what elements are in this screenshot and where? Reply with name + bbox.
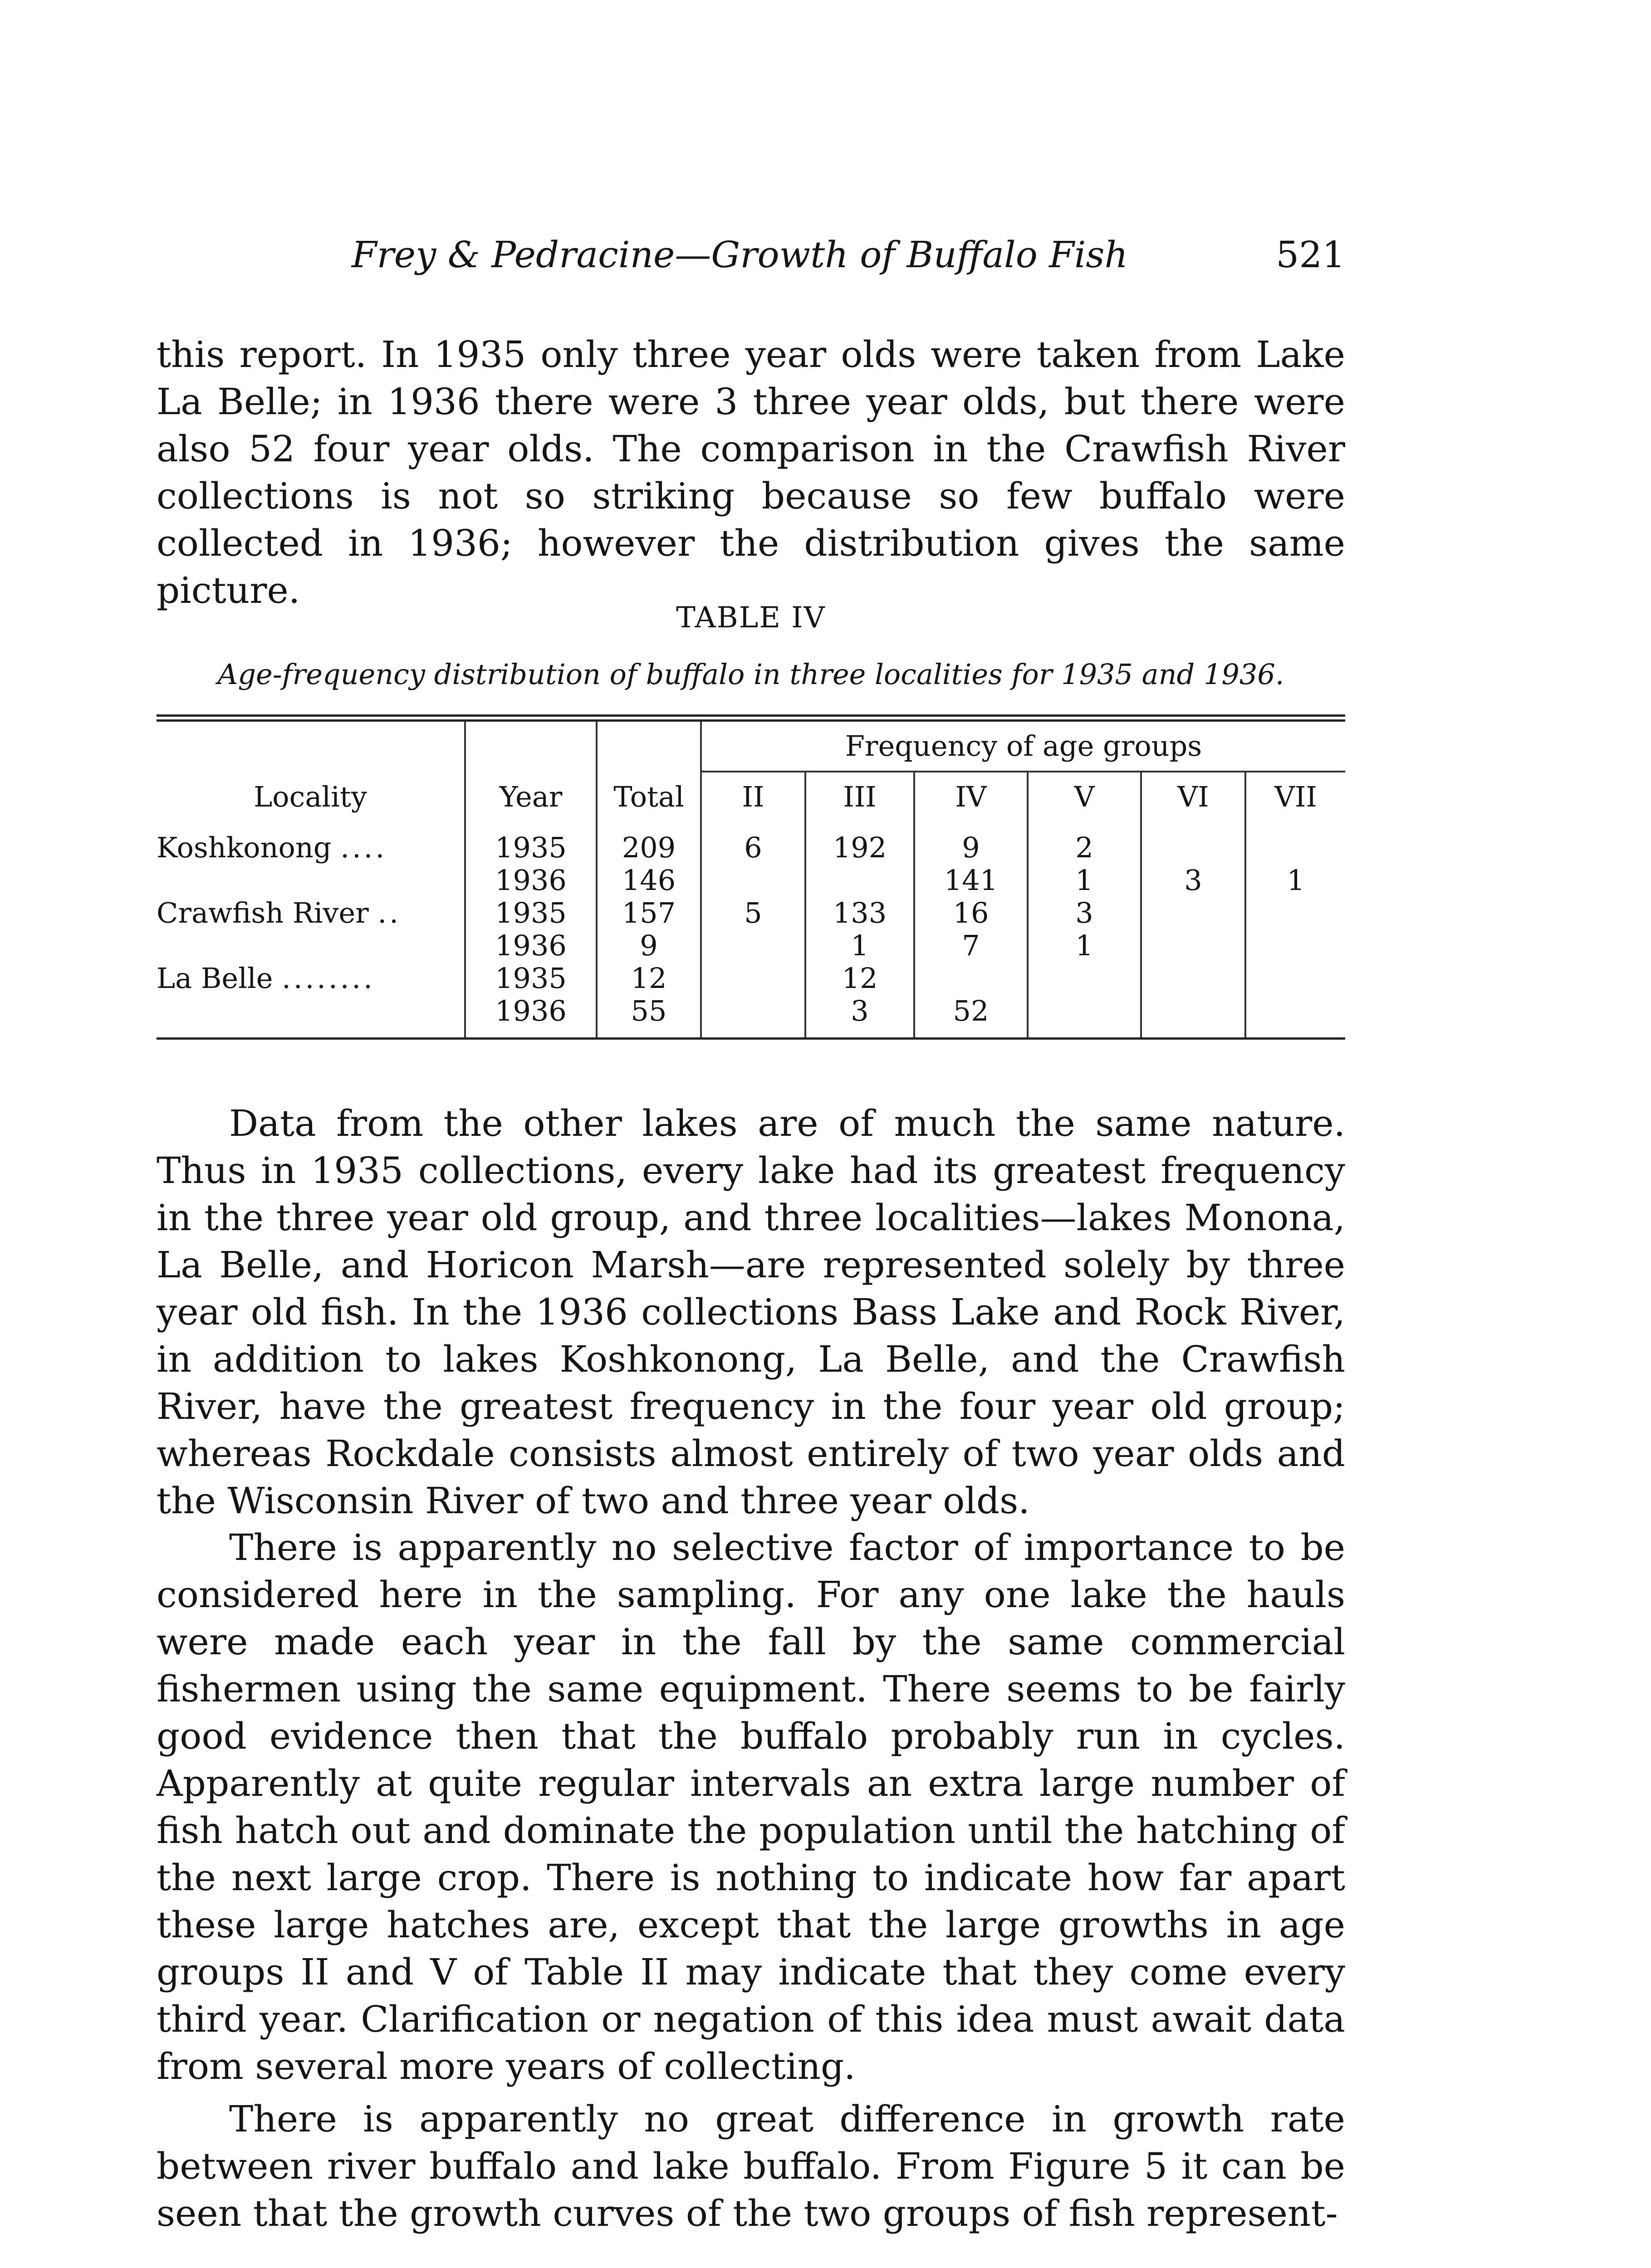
cell-age-iii: 192 <box>805 821 914 864</box>
table-row <box>157 962 1345 995</box>
cell-age-v: 1 <box>1028 864 1141 897</box>
header-age-iv: IV <box>914 772 1028 821</box>
cell-year: 1935 <box>465 821 597 864</box>
cell-age-iii: 3 <box>805 995 914 1037</box>
cell-age-v <box>1028 962 1141 995</box>
cell-total: 146 <box>597 864 701 897</box>
cell-age-iii: 1 <box>805 929 914 962</box>
header-locality: Locality <box>254 780 367 813</box>
cell-age-iv: 7 <box>914 929 1028 962</box>
cell-year: 1935 <box>465 897 597 929</box>
cell-age-vi <box>1141 962 1245 995</box>
cell-age-iv: 52 <box>914 995 1028 1037</box>
paragraph-1: this report. In 1935 only three year olds were taken from Lake La Belle; in 1936 there were 3 three year olds, but there were also 52 four year olds. The comparison in the Crawfish River collections is not so striking because so few buffalo were collected in 1936; however the distribution gives the same picture. <box>157 333 1345 611</box>
cell-age-ii: 6 <box>701 821 805 864</box>
header-age-v: V <box>1028 772 1141 821</box>
dot-leaders: ........ <box>282 962 375 995</box>
age-frequency-table <box>157 722 1345 1037</box>
cell-total: 157 <box>597 897 701 929</box>
cell-age-v: 2 <box>1028 821 1141 864</box>
header-age-ii: II <box>701 772 805 821</box>
cell-age-iv <box>914 962 1028 995</box>
table-bottom-rule <box>157 1037 1345 1040</box>
header-age-vii: VII <box>1245 772 1345 821</box>
header-year: Year <box>465 722 597 821</box>
cell-year: 1936 <box>465 929 597 962</box>
locality-name: La Belle <box>157 962 273 995</box>
page-header <box>157 234 1345 288</box>
locality-name: Crawfish River <box>157 896 369 929</box>
header-age-iii: III <box>805 772 914 821</box>
cell-year: 1936 <box>465 864 597 897</box>
cell-locality <box>157 929 465 962</box>
cell-age-iii: 12 <box>805 962 914 995</box>
dot-leaders: .... <box>340 831 387 864</box>
header-age-vi: VI <box>1141 772 1245 821</box>
cell-total: 12 <box>597 962 701 995</box>
cell-age-vii: 1 <box>1245 864 1345 897</box>
table-iv <box>157 714 1345 1040</box>
table-row <box>157 897 1345 929</box>
table-row <box>157 821 1345 864</box>
cell-age-iii: 133 <box>805 897 914 929</box>
cell-year: 1935 <box>465 962 597 995</box>
cell-locality <box>157 864 465 897</box>
cell-age-vii <box>1245 995 1345 1037</box>
cell-age-v: 3 <box>1028 897 1141 929</box>
header-frequency-group: Frequency of age groups <box>701 722 1345 772</box>
cell-locality <box>157 821 465 864</box>
header-total: Total <box>597 722 701 821</box>
table-row <box>157 995 1345 1037</box>
table-caption: Age-frequency distribution of buffalo in three localities for 1935 and 1936. <box>217 658 1284 691</box>
cell-age-iv: 9 <box>914 821 1028 864</box>
cell-total: 209 <box>597 821 701 864</box>
cell-age-ii <box>701 962 805 995</box>
cell-age-ii: 5 <box>701 897 805 929</box>
cell-age-iii <box>805 864 914 897</box>
table-row <box>157 864 1345 897</box>
cell-age-vi <box>1141 897 1245 929</box>
cell-age-v <box>1028 995 1141 1037</box>
paragraph-2: Data from the other lakes are of much the same nature. Thus in 1935 collections, every lake had its greatest frequency in the three year old group, and three localities—lakes Monona, La Belle, and Horicon Marsh—are represented solely by three year old fish. In the 1936 collections Bass Lake and Rock River, in addition to lakes Koshkonong, La Belle, and the Crawfish River, have the greatest frequency in the four year old group; whereas Rockdale consists almost entirely of two year olds and the Wisconsin River of two and three year olds. <box>157 1102 1345 1522</box>
page-number: 521 <box>1276 234 1345 276</box>
cell-total: 9 <box>597 929 701 962</box>
table-row <box>157 929 1345 962</box>
table-label: TABLE IV <box>676 601 826 635</box>
cell-age-v: 1 <box>1028 929 1141 962</box>
cell-locality <box>157 995 465 1037</box>
cell-year: 1936 <box>465 995 597 1037</box>
dot-leaders: .. <box>377 896 401 929</box>
cell-age-vii <box>1245 897 1345 929</box>
table-top-rule <box>157 714 1345 722</box>
cell-age-ii <box>701 929 805 962</box>
paragraph-4: There is apparently no great difference in growth rate between river buffalo and lake buffalo. From Figure 5 it can be seen that the growth curves of the two groups of fish represent- <box>157 2098 1345 2234</box>
running-title: Frey & Pedracine—Growth of Buffalo Fish <box>352 234 1128 276</box>
cell-age-vii <box>1245 821 1345 864</box>
cell-age-iv: 141 <box>914 864 1028 897</box>
cell-locality <box>157 897 465 929</box>
cell-age-vi <box>1141 995 1245 1037</box>
cell-age-vi: 3 <box>1141 864 1245 897</box>
paragraph-3: There is apparently no selective factor of importance to be considered here in the sampling. For any one lake the hauls were made each year in the fall by the same commercial fishermen using the same equipment. There seems to be fairly good evidence then that the buffalo probably run in cycles. Apparently at quite regular intervals an extra large number of fish hatch out and dominate the population until the hatching of the next large crop. There is nothing to indicate how far apart these large hatches are, except that the large growths in age groups II and V of Table II may indicate that they come every third year. Clarification or negation of this idea must await data from several more years of collecting. <box>157 1526 1345 2087</box>
cell-locality <box>157 962 465 995</box>
locality-name: Koshkonong <box>157 831 332 864</box>
cell-total: 55 <box>597 995 701 1037</box>
table-body <box>157 821 1345 1037</box>
cell-age-vi <box>1141 821 1245 864</box>
cell-age-vii <box>1245 929 1345 962</box>
cell-age-vii <box>1245 962 1345 995</box>
cell-age-iv: 16 <box>914 897 1028 929</box>
cell-age-ii <box>701 995 805 1037</box>
cell-age-vi <box>1141 929 1245 962</box>
cell-age-ii <box>701 864 805 897</box>
